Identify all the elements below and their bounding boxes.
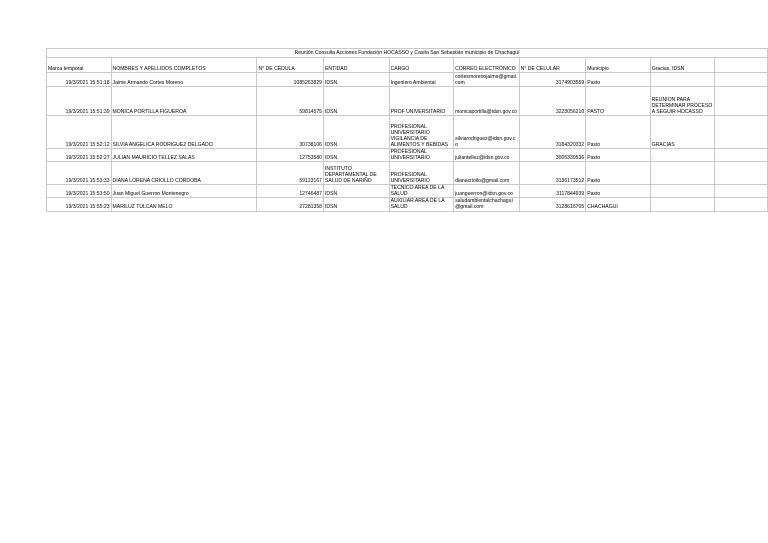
spreadsheet-table xyxy=(46,48,768,212)
cell-correo: cortesmorenojaime@gmail.com xyxy=(455,73,518,86)
cell-gracias: GRACIAS xyxy=(650,116,715,149)
cell-nombres: JULIAN MAURICIO TELLEZ SALAS xyxy=(111,149,257,162)
cell-gracias xyxy=(650,73,715,87)
header-correo: CORREO ELECTRÓNICO xyxy=(454,58,520,73)
cell-cedula: 12753580 xyxy=(257,149,324,162)
cell-marca-temporal: 19/3/2021 15:51:39 xyxy=(47,87,112,116)
cell-nombres: MONICA PORTILLA FIGUEROA xyxy=(111,87,257,116)
cell-nombres: DIANA LORENA CRIOLLO CORDOBA xyxy=(111,162,257,185)
cell-nombres: SILVIA ANGELICA RODRIGUEZ DELGADO xyxy=(111,116,257,149)
table-row xyxy=(47,149,768,162)
header-cedula: N° DE CÉDULA xyxy=(257,58,324,73)
cell-marca-temporal: 19/3/2021 15:52:27 xyxy=(47,149,112,162)
cell-cargo: PROFESIONAL UNIVERSITARIO xyxy=(389,149,454,162)
cell-gracias: REUNION PARA DETERMINAR PROCESO A SEGUIR HOCASSO xyxy=(650,87,715,116)
header-celular: N° DE CELULAR xyxy=(519,58,586,73)
cell-correo: silviarodriguez@idsn.gov.co xyxy=(454,116,520,149)
cell-celular: 3005339536 xyxy=(519,149,586,162)
empty-cell xyxy=(715,149,768,162)
table-row xyxy=(47,185,768,198)
cell-celular: 3136173512 xyxy=(519,162,586,185)
header-cargo: CARGO xyxy=(389,58,454,73)
cell-marca-temporal: 19/3/2021 15:53:33 xyxy=(47,162,112,185)
cell-cargo: Ingeniero Ambiental xyxy=(389,73,454,87)
cell-cedula: 27281358 xyxy=(257,198,324,211)
cell-cedula: 30738106 xyxy=(257,116,324,149)
cell-municipio: Pasto xyxy=(586,73,651,87)
cell-cedula: 1085263829 xyxy=(257,73,324,87)
cell-cedula: 59814575 xyxy=(257,87,324,116)
cell-celular: 3184320332 xyxy=(519,116,586,149)
table-row xyxy=(47,116,768,149)
header-municipio: Municipio xyxy=(586,58,651,73)
cell-cargo: PROFESIONAL UNIVERSITARIO xyxy=(389,162,454,185)
header-nombres: NOMBRES Y APELLIDOS COMPLETOS xyxy=(111,58,257,73)
cell-gracias xyxy=(650,162,715,185)
title-row xyxy=(47,49,768,58)
cell-nombres: Jaime Armando Cortes Moreno xyxy=(111,73,257,87)
table-row xyxy=(47,198,768,211)
cell-municipio: Pasto xyxy=(586,185,651,198)
cell-correo: juanguerron@idsn.gov.co xyxy=(454,185,520,198)
header-row xyxy=(47,58,768,73)
cell-celular: 3174903559 xyxy=(519,73,586,87)
cell-cargo: PROF UNIVERSITARIO xyxy=(389,87,454,116)
empty-cell xyxy=(715,58,768,73)
table-row xyxy=(47,162,768,185)
cell-correo: monicaportilla@idsn.gov.co xyxy=(454,87,520,116)
empty-cell xyxy=(715,116,768,149)
cell-municipio: PASTO xyxy=(586,87,651,116)
cell-municipio: CHACHAGUI xyxy=(586,198,651,211)
table-row xyxy=(47,87,768,116)
header-gracias: Gracias, IDSN xyxy=(650,58,715,73)
cell-entidad: INSTITUTO DEPARTAMENTAL DE SALUD DE NARIÑO xyxy=(324,162,390,185)
cell-correo: juliantellez@idsn.gov.co xyxy=(454,149,520,162)
cell-nombres: Juan Miguel Guerron Montenegro xyxy=(111,185,257,198)
cell-marca-temporal: 19/3/2021 15:52:12 xyxy=(47,116,112,149)
cell-municipio: Pasto xyxy=(586,116,651,149)
empty-cell xyxy=(715,87,768,116)
empty-cell xyxy=(715,73,768,87)
cell-marca-temporal: 19/3/2021 15:55:23 xyxy=(47,198,112,211)
header-marca-temporal: Marca temporal xyxy=(47,58,112,73)
cell-correo: saludambientalchachaguí@gmail.com xyxy=(454,198,520,211)
cell-cargo: TECNICO AREA DE LA SALUD xyxy=(389,185,454,198)
cell-gracias xyxy=(650,198,715,211)
cell-celular: 3223056210 xyxy=(519,87,586,116)
cell-cedula: 12746487 xyxy=(257,185,324,198)
cell-entidad: IDSN xyxy=(324,73,390,87)
sheet-title: Reunión Consulta Acciones Fundación HOCASSO y Casita San Sebastián municipio de Chachagüí xyxy=(47,49,768,58)
cell-municipio: Pasto xyxy=(586,162,651,185)
cell-celular: 3117844939 xyxy=(519,185,586,198)
cell-correo: dianacriollo@gmail.com xyxy=(454,162,520,185)
cell-entidad: IDSN xyxy=(324,149,390,162)
empty-cell xyxy=(715,198,768,211)
cell-cargo: PROFESIONAL UNIVERSITARIO VIGILANCIA DE ALIMENTOS Y BEBIDAS xyxy=(389,116,454,149)
cell-nombres: MARILUZ TULCAN MELO xyxy=(111,198,257,211)
cell-gracias: . xyxy=(650,149,715,162)
empty-cell xyxy=(715,185,768,198)
cell-entidad: IDSN xyxy=(324,116,390,149)
cell-celular: 3128616705 xyxy=(519,198,586,211)
cell-gracias xyxy=(650,185,715,198)
cell-entidad: IDSN xyxy=(324,87,390,116)
cell-cargo: AUXILIAR AREA DE LA SALUD xyxy=(389,198,454,211)
table-row xyxy=(47,73,768,87)
cell-marca-temporal: 19/3/2021 15:53:50 xyxy=(47,185,112,198)
cell-cedula: 59123167 xyxy=(257,162,324,185)
cell-marca-temporal: 19/3/2021 15:51:18 xyxy=(47,73,112,87)
cell-entidad: IDSN xyxy=(324,185,390,198)
empty-cell xyxy=(715,162,768,185)
cell-entidad: IDSN xyxy=(324,198,390,211)
header-entidad: ENTIDAD xyxy=(324,58,390,73)
cell-municipio: Pasto xyxy=(586,149,651,162)
